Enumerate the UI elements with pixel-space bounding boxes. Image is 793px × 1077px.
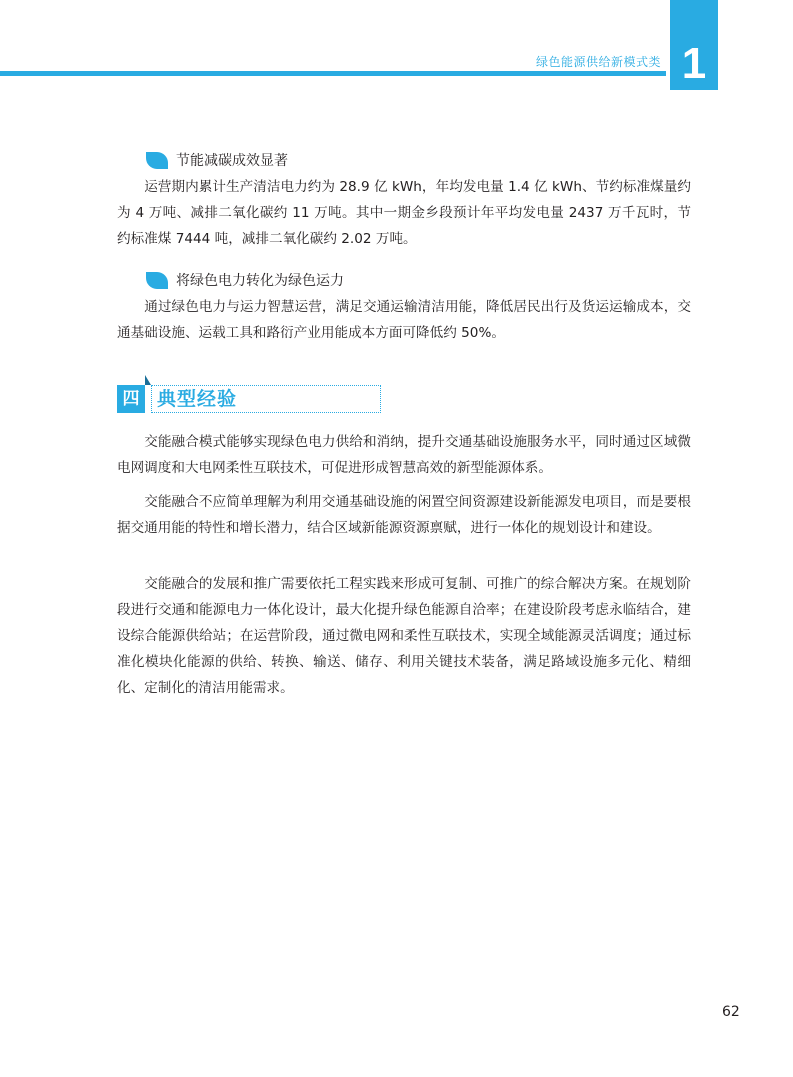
section-flag-decoration bbox=[145, 375, 151, 385]
header-rule bbox=[0, 71, 666, 76]
subsection-heading-text: 节能减碳成效显著 bbox=[176, 153, 288, 169]
paragraph-green-transport: 通过绿色电力与运力智慧运营，满足交通运输清洁用能，降低居民出行及货运运输成本，交通基础设施、运载工具和路衍产业用能成本方面可降低约 50%。 bbox=[117, 299, 691, 341]
section-title: 典型经验 bbox=[157, 388, 238, 410]
paragraph-experience-2: 交能融合不应简单理解为利用交通基础设施的闲置空间资源建设新能源发电项目，而是要根据交通用能的特性和增长潜力，结合区域新能源资源禀赋，进行一体化的规划设计和建设。 bbox=[117, 494, 691, 536]
leaf-icon bbox=[146, 272, 168, 289]
section-heading bbox=[117, 375, 381, 413]
section-number-badge: 四 bbox=[117, 385, 145, 413]
leaf-icon bbox=[146, 152, 168, 169]
subsection-heading-energy-saving bbox=[146, 150, 288, 170]
subsection-heading-green-transport bbox=[146, 270, 344, 290]
chapter-tab: 1 bbox=[670, 0, 718, 90]
page-number: 62 bbox=[722, 1004, 740, 1020]
paragraph-experience-1: 交能融合模式能够实现绿色电力供给和消纳，提升交通基础设施服务水平，同时通过区域微电网调度和大电网柔性互联技术，可促进形成智慧高效的新型能源体系。 bbox=[117, 434, 691, 476]
running-header-title: 绿色能源供给新模式类 bbox=[535, 55, 661, 69]
paragraph-energy-saving: 运营期内累计生产清洁电力约为 28.9 亿 kWh，年均发电量 1.4 亿 kWh、节约标准煤量约为 4 万吨、减排二氧化碳约 11 万吨。其中一期金乡段预计年平均发电量 2437 万千瓦时，节约标准煤 7444 吨，减排二氧化碳约 2.02 万吨。 bbox=[117, 179, 691, 247]
subsection-heading-text: 将绿色电力转化为绿色运力 bbox=[176, 273, 344, 289]
paragraph-experience-3: 交能融合的发展和推广需要依托工程实践来形成可复制、可推广的综合解决方案。在规划阶段进行交通和能源电力一体化设计，最大化提升绿色能源自洽率；在建设阶段考虑永临结合，建设综合能源供给站；在运营阶段，通过微电网和柔性互联技术，实现全域能源灵活调度；通过标准化模块化能源的供给、转换、输送、储存、利用关键技术装备，满足路域设施多元化、精细化、定制化的清洁用能需求。 bbox=[117, 576, 691, 696]
